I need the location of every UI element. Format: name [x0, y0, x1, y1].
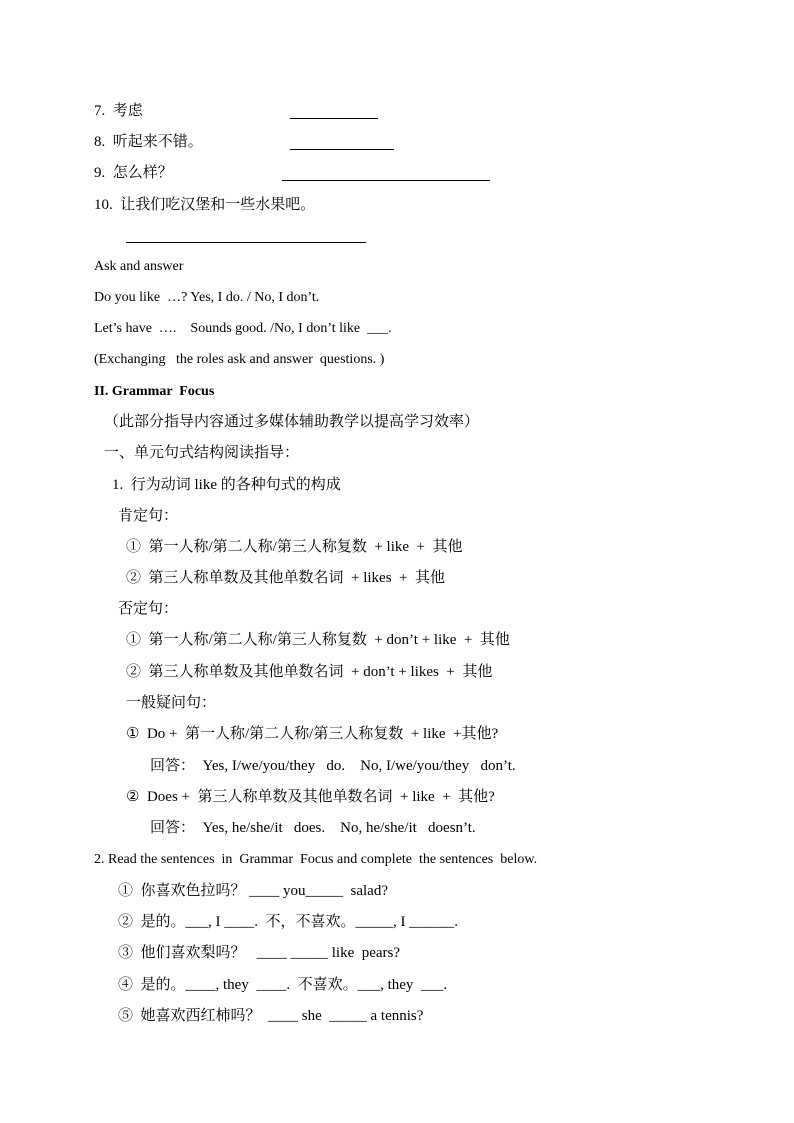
grammar-part-1: 一、单元句式结构阅读指导： [104, 445, 300, 461]
exercise-sentence-2: ② 是的。___, I ____. 不，不喜欢。_____, I ______. [118, 914, 458, 930]
exercise-sentence-4: ④ 是的。____, they ____. 不喜欢。___, they ___. [118, 977, 448, 993]
question-rule-2: ② Does + 第三人称单数及其他单数名词 + like + 其他? [126, 789, 495, 805]
exercise-sentence-3: ③ 他们喜欢梨吗？ ____ _____ like pears? [118, 945, 401, 961]
answer-blank-9 [282, 180, 490, 181]
answer-blank-7 [290, 118, 378, 119]
vocab-item-8: 8. 听起来不错。 [94, 134, 203, 150]
negative-rule-1: ① 第一人称/第二人称/第三人称复数 + don’t + like + 其他 [126, 632, 510, 648]
vocab-item-9: 9. 怎么样？ [94, 165, 173, 181]
ask-answer-title: Ask and answer [94, 259, 184, 274]
answer-rule-2: 回答： Yes, he/she/it does. No, he/she/it doesn’t. [150, 820, 476, 836]
affirmative-label: 肯定句： [118, 508, 179, 524]
grammar-note: （此部分指导内容通过多媒体辅助教学以提高学习效率） [104, 414, 480, 430]
vocab-item-10: 10. 让我们吃汉堡和一些水果吧。 [94, 197, 316, 213]
question-label: 一般疑问句： [126, 695, 217, 711]
ask-answer-line-2: Let’s have …. Sounds good. /No, I don’t like ___. [94, 321, 392, 336]
answer-rule-1: 回答： Yes, I/we/you/they do. No, I/we/you/they don’t. [150, 758, 516, 774]
negative-rule-2: ② 第三人称单数及其他单数名词 + don’t + likes + 其他 [126, 664, 493, 680]
question-rule-1: ① Do + 第一人称/第二人称/第三人称复数 + like +其他? [126, 726, 499, 742]
exercise-sentence-1: ① 你喜欢色拉吗？ ____ you_____ salad? [118, 883, 388, 899]
ask-answer-line-3: (Exchanging the roles ask and answer questions. ) [94, 352, 385, 367]
answer-blank-8 [290, 149, 394, 150]
exercise-instruction: 2. Read the sentences in Grammar Focus and complete the sentences below. [94, 852, 538, 867]
grammar-heading: II. Grammar Focus [94, 384, 215, 399]
exercise-sentence-5: ⑤ 她喜欢西红柿吗？ ____ she _____ a tennis? [118, 1008, 424, 1024]
vocab-item-7: 7. 考虑 [94, 103, 143, 119]
answer-blank-10 [126, 242, 366, 243]
grammar-sub-1: 1. 行为动词 like 的各种句式的构成 [112, 477, 341, 493]
negative-label: 否定句： [118, 601, 179, 617]
affirmative-rule-1: ① 第一人称/第二人称/第三人称复数 + like + 其他 [126, 539, 463, 555]
affirmative-rule-2: ② 第三人称单数及其他单数名词 + likes + 其他 [126, 570, 446, 586]
ask-answer-line-1: Do you like …? Yes, I do. / No, I don’t. [94, 290, 320, 305]
